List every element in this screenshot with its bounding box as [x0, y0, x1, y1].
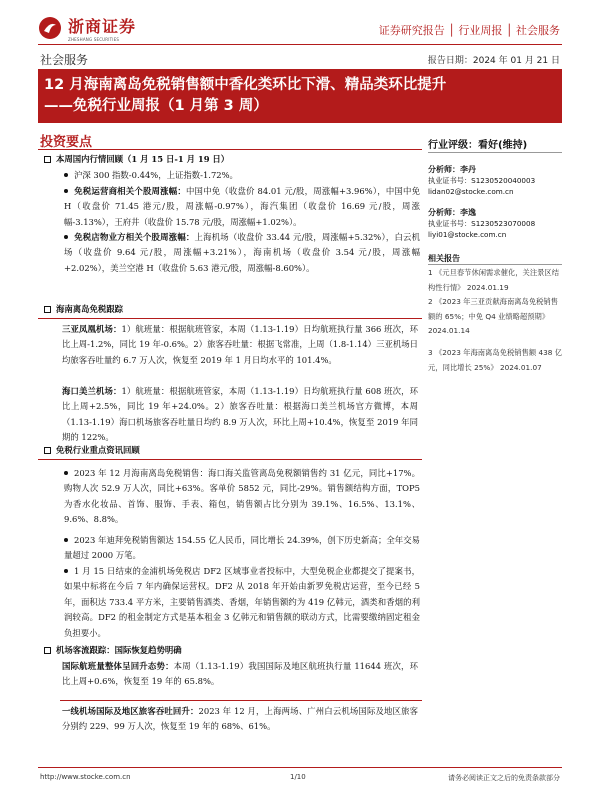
page-number: 1/10	[290, 773, 306, 781]
related-report-item[interactable]: 2 《2023 年三亚贡献海南离岛免税销售额的 65%；中免 Q4 业绩略超预期》 2024.01.14	[428, 297, 559, 335]
footer-disclaimer: 请务必阅读正文之后的免责条款部分	[448, 774, 560, 782]
sector-label: 社会服务	[40, 53, 89, 67]
industry-rating: 行业评级：看好(维持)	[428, 140, 528, 151]
analyst-name: 分析师：李丹	[428, 165, 476, 174]
section-weekly-review-title: 本周国内行情回顾（1 月 15 日-1 月 19 日）	[44, 152, 420, 167]
bullet-icon	[64, 471, 68, 475]
list-item: 2023 年 12 月海南离岛免税销售：海口海关监管离岛免税额销售约 31 亿元，同比+17%。购物人次 52.9 万人次，同比+63%。客单价 5852 元，同比-29%。销售额结构方面，TOP5 为香水化妆品、首饰、服饰、手表、箱包，销售额占比分别为 39.1%、16.5%、13.1%、9.6%、8.8%。	[64, 468, 420, 525]
logo-subtext: ZHESHANG SECURITIES	[68, 37, 120, 42]
paragraph-airport-passengers: 一线机场国际及地区旅客吞吐回升：2023 年 12 月，上海两场、广州白云机场国际及地区旅客分别约 229、99 万人次，恢复至 19 年的 68%、61%。	[62, 706, 418, 732]
list-item: 2023 年迪拜免税销售额达 154.55 亿人民币，同比增长 24.39%，创下历史新高；全年交易量超过 2000 万笔。	[64, 535, 420, 561]
related-report-title: 《2023 年三亚贡献海南离岛免税销售额的 65%；中免 Q4 业绩略超预期》	[428, 297, 559, 321]
key-points-heading: 投资要点	[40, 135, 93, 150]
section-news-title: 免税行业重点资讯回顾	[44, 443, 420, 458]
related-report-item[interactable]: 1 《元旦春节休闲需求催化，关注景区结构性行情》 2024.01.19	[428, 268, 560, 292]
paragraph-sanya: 三亚凤凰机场：1）航班量：根据航班管家，本周（1.13-1.19）日均航班执行量 366 班次，环比上周-1.2%，同比 19 年-0.6%。2）旅客吞吐量：根据飞常准，上周（1.8-1.14）三亚机场日均旅客吞吐量约 6.7 万人次，恢复至 2019 年 1 月日均水平的 101.4%。	[62, 324, 419, 365]
logo-text: 浙商证券	[68, 17, 137, 36]
analyst-name: 分析师：李逸	[428, 208, 476, 217]
paragraph-international-flights: 国际航班量整体呈回升态势：本周（1.13-1.19）我国国际及地区航班执行量 11644 班次，环比上周+0.6%，恢复至 19 年的 65.8%。	[62, 661, 418, 687]
paragraph-haikou: 海口美兰机场：1）航班量：根据航班管家，本周（1.13-1.19）日均航班执行量 608 班次，环比上周+2.5%，同比 19 年+24.0%。2）旅客吞吐量：根据海口美兰机场官方微博，本周（1.13-1.19）海口机场旅客吞吐量日均约 8.9 万人次，环比上周+10.4%，恢复至 2019 年同期的 122%。	[62, 386, 419, 443]
related-report-date: 2024.01.14	[428, 326, 470, 335]
section-divider	[38, 318, 422, 319]
section-divider	[60, 700, 422, 701]
section-divider	[38, 459, 422, 460]
bullet-icon	[64, 189, 68, 193]
related-report-date: 2024.01.07	[499, 362, 542, 372]
report-breadcrumb: 证券研究报告 │ 行业周报 │ 社会服务	[378, 24, 560, 37]
company-logo	[38, 14, 136, 42]
company-logo-icon	[38, 16, 62, 40]
analyst-card	[428, 164, 564, 197]
checkbox-bullet-icon	[44, 647, 51, 654]
analyst-email[interactable]: lidan02@stocke.com.cn	[428, 187, 514, 196]
related-report-date: 2024.01.19	[466, 282, 509, 292]
report-subtitle: ——免税行业周报（1 月第 3 周）	[44, 98, 268, 114]
analyst-cert: 执业证书号：S1230520040003	[428, 176, 536, 185]
report-date: 报告日期：2024 年 01 月 21 日	[427, 56, 560, 66]
list-item: 免税店物业方相关个股周涨幅：上海机场（收盘价 33.44 元/股，周涨幅+5.32%），白云机场（收盘价 9.64 元/股，周涨幅+3.21%），海南机场（收盘价 3.54 元/股，周涨幅 +2.02%），美兰空港 H（收盘价 5.63 港元/股，周涨幅-8.60%）。	[64, 232, 420, 273]
checkbox-bullet-icon	[44, 156, 51, 163]
related-report-item[interactable]: 3 《2023 年海南离岛免税销售额 438 亿元，同比增长 25%》 2024.01.07	[428, 348, 563, 372]
related-report-title: 《元旦春节休闲需求催化，关注景区结构性行情》	[428, 268, 560, 292]
related-reports-title: 相关报告	[428, 254, 460, 263]
footer-url[interactable]: http://www.stocke.com.cn	[40, 773, 131, 781]
bullet-icon	[64, 538, 68, 542]
analyst-email[interactable]: liyi01@stocke.com.cn	[428, 230, 507, 239]
sidebar-divider	[428, 152, 562, 153]
title-banner	[38, 69, 562, 123]
section-airport-title: 机场客流跟踪：国际恢复趋势明确	[44, 643, 420, 658]
sidebar-divider	[428, 264, 562, 265]
list-item: 1 月 15 日结束的金浦机场免税店 DF2 区域事业者投标中，大型免税企业都提交了提案书，如果中标将在今后 7 年内确保运营权。DF2 从 2018 年开始由新罗免税店运营，至今已经 5 年，面积达 733.4 平方米，主要销售酒类、香烟，年销售额约为 419 亿韩元，酒类和香烟的利润较高。DF2 的租金制定方式是基本租金 3 亿韩元和销售额的联动方式，比需要缴纳固定租金负担要小。	[64, 566, 420, 638]
list-item: 免税运营商相关个股周涨幅：中国中免（收盘价 84.01 元/股，周涨幅+3.96%），中国中免 H（收盘价 71.45 港元/股，周涨幅-0.97%），海汽集团（收盘价 16.69 元/股，周涨幅-3.13%），王府井（收盘价 15.78 元/股，周涨幅+1.02%）。	[64, 186, 420, 227]
key-points-divider	[38, 149, 422, 150]
bullet-icon	[64, 569, 68, 573]
bullet-icon	[64, 235, 68, 239]
list-item: 沪深 300 指数-0.44%，上证指数-1.72%。	[64, 168, 420, 183]
related-report-title: 《2023 年海南离岛免税销售额 438 亿元，同比增长 25%》	[428, 348, 563, 372]
checkbox-bullet-icon	[44, 447, 51, 454]
checkbox-bullet-icon	[44, 306, 51, 313]
section-hainan-title: 海南离岛免税跟踪	[44, 302, 420, 317]
report-title: 12 月海南离岛免税销售额中香化类环比下滑、精品类环比提升	[44, 77, 447, 93]
bullet-icon	[64, 173, 68, 177]
header-divider	[38, 44, 562, 45]
analyst-cert: 执业证书号：S1230523070008	[428, 219, 536, 228]
analyst-card	[428, 207, 564, 240]
footer-divider	[38, 767, 562, 768]
